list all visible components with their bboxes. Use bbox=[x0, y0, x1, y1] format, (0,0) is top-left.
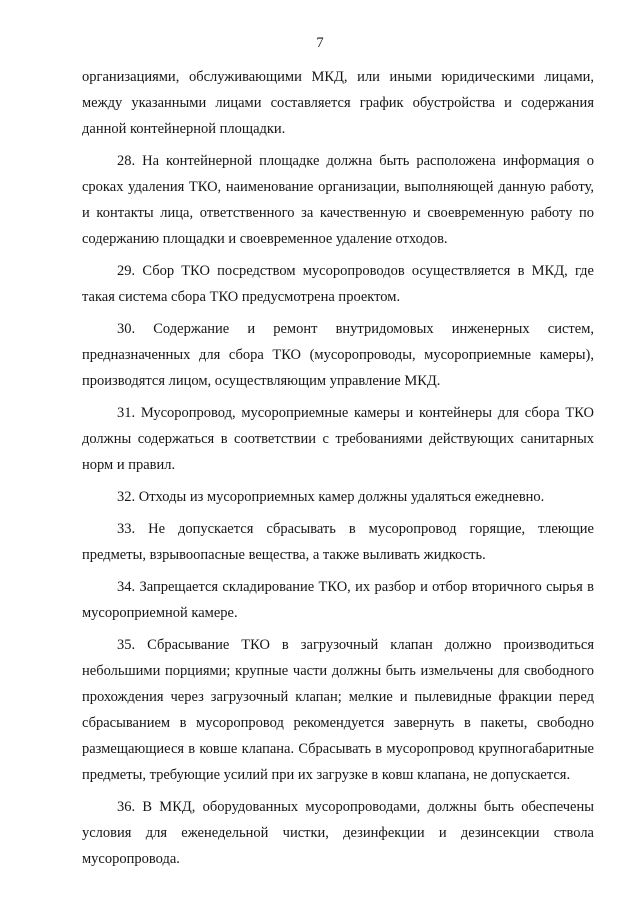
page-number: 7 bbox=[316, 35, 324, 51]
paragraph-item-32: 32. Отходы из мусороприемных камер должны удаляться ежедневно. bbox=[117, 489, 545, 505]
paragraph-item-33: 33. Не допускается сбрасывать в мусоропровод горящие, тлеющие предметы, взрывоопасные вещества, а также выливать жидкость. bbox=[82, 521, 594, 563]
paragraph-item-30: 30. Содержание и ремонт внутридомовых инженерных систем, предназначенных для сбора ТКО (мусоропроводы, мусороприемные камеры), производятся лицом, осуществляющим управление МКД. bbox=[82, 321, 594, 389]
paragraph-item-29: 29. Сбор ТКО посредством мусоропроводов осуществляется в МКД, где такая система сбора ТКО предусмотрена проектом. bbox=[82, 263, 594, 305]
paragraph-item-31: 31. Мусоропровод, мусороприемные камеры и контейнеры для сбора ТКО должны содержаться в соответствии с требованиями действующих санитарных норм и правил. bbox=[82, 405, 594, 473]
paragraph-item-34: 34. Запрещается складирование ТКО, их разбор и отбор вторичного сырья в мусороприемной камере. bbox=[82, 579, 594, 621]
paragraph-item-35: 35. Сбрасывание ТКО в загрузочный клапан должно производиться небольшими порциями; крупные части должны быть измельчены для свободного прохождения через загрузочный клапан; мелкие и пылевидные фракции перед сбрасыванием в мусоропровод рекомендуется завернуть в пакеты, свободно размещающиеся в ковше клапана. Сбрасывать в мусоропровод крупногабаритные предметы, требующие усилий при их загрузке в ковш клапана, не допускается. bbox=[82, 637, 594, 783]
paragraph-item-28: 28. На контейнерной площадке должна быть расположена информация о сроках удаления ТКО, наименование организации, выполняющей данную работу, и контакты лица, ответственного за качественную и своевременную работу по содержанию площадки и своевременное удаление отходов. bbox=[82, 153, 594, 247]
paragraph-item-36: 36. В МКД, оборудованных мусоропроводами, должны быть обеспечены условия для еженедельной чистки, дезинфекции и дезинсекции ствола мусоропровода. bbox=[82, 799, 594, 867]
paragraph-continuation: организациями, обслуживающими МКД, или иными юридическими лицами, между указанными лицами составляется график обустройства и содержания данной контейнерной площадки. bbox=[82, 69, 594, 137]
document-body bbox=[82, 64, 594, 878]
